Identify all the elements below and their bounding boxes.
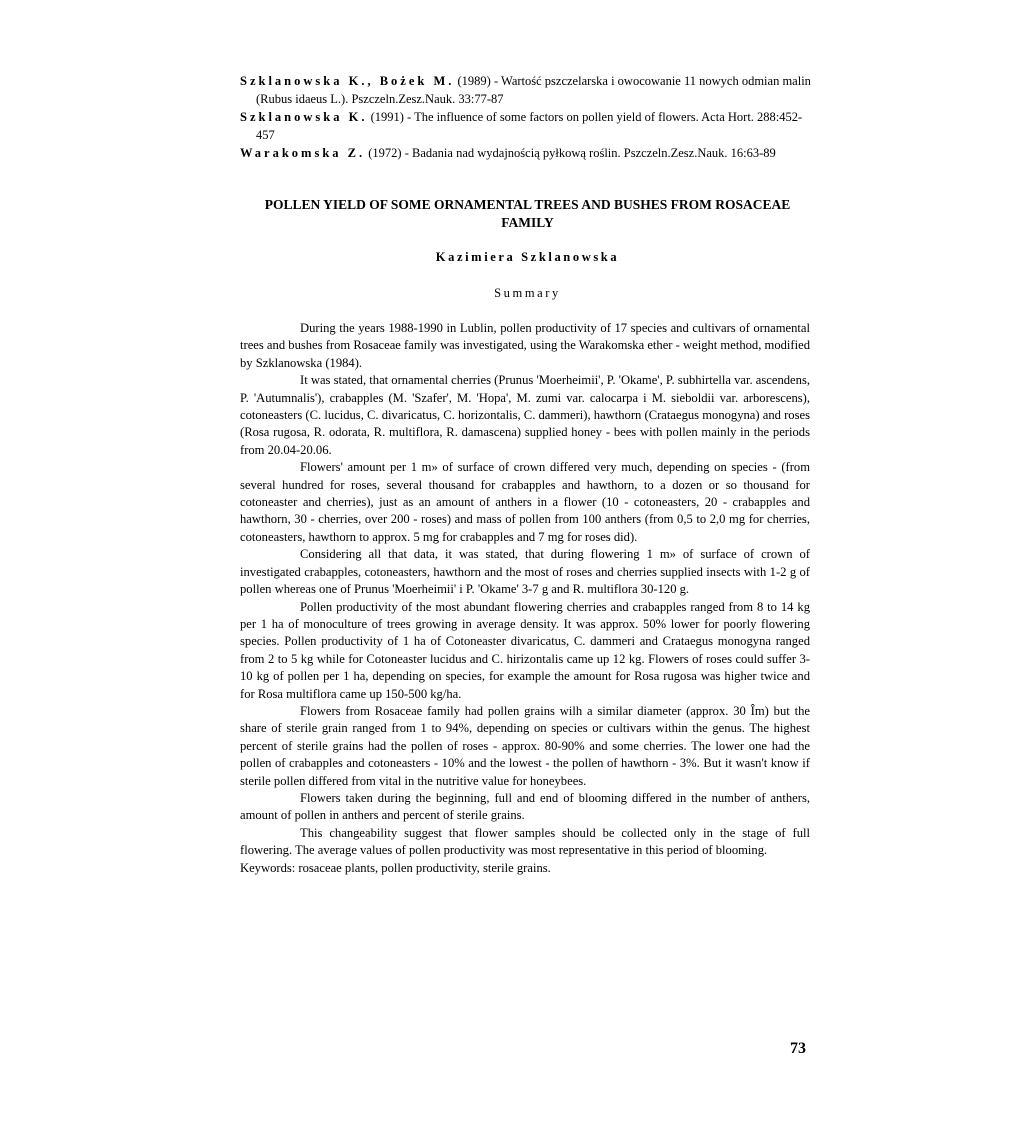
page-number: 73	[790, 1040, 806, 1057]
reference-author: Szklanowska K.	[240, 110, 368, 124]
reference-text: (1989) - Wartość pszczelarska i owocowanie 11 nowych odmian malin (Rubus idaeus L.). Pszczeln.Zesz.Nauk. 33:77-87	[256, 74, 811, 106]
reference-text: (1991) - The influence of some factors on pollen yield of flowers. Acta Hort. 288:452-457	[256, 110, 803, 142]
reference-author: Szklanowska K., Bożek M.	[240, 74, 455, 88]
paper-author: Kazimiera Szklanowska	[435, 250, 620, 264]
summary-paragraph: It was stated, that ornamental cherries (Prunus 'Moerheimii', P. 'Okame', P. subhirtella var. ascendens, P. 'Autumnalis'), crabapples (M. 'Szafer', M. 'Hopa', M. zumi var. calocarpa i M. sieboldii var. arborescens), cotoneasters (C. lucidus, C. divaricatus, C. horizontalis, C. dammeri), hawthorn (Crataegus monogyna) and roses (Rosa rugosa, R. odorata, R. multiflora, R. damascena) supplied honey - bees with pollen mainly in the periods from 20.04-20.06.	[240, 373, 810, 457]
summary-paragraph: Flowers taken during the beginning, full and end of blooming differed in the number of anthers, amount of pollen in anthers and percent of sterile grains.	[240, 790, 810, 823]
reference-item	[240, 72, 812, 108]
summary-paragraph: Pollen productivity of the most abundant flowering cherries and crabapples ranged from 8 to 14 kg per 1 ha of monoculture of trees growing in average density. It was approx. 50% lower for poorly flowering species. Pollen productivity of 1 ha of Cotoneaster divaricatus, C. dammeri and Crataegus monogyna ranged from 2 to 5 kg while for Cotoneaster lucidus and C. hirizontalis came up 12 kg. Flowers of roses could suffer 3-10 kg of pollen per 1 ha, depending on species, for example the amount for Rosa rugosa was higher twice and for Rosa multiflora came up 150-500 kg/ha.	[240, 599, 810, 701]
reference-text: (1972) - Badania nad wydajnością pyłkową roślin. Pszczeln.Zesz.Nauk. 16:63-89	[365, 146, 776, 160]
summary-paragraph: During the years 1988-1990 in Lublin, pollen productivity of 17 species and cultivars of ornamental trees and bushes from Rosaceae family was investigated, using the Warakomska ether - weight method, modified by Szklanowska (1984).	[240, 321, 810, 370]
summary-paragraph: Considering all that data, it was stated, that during flowering 1 m» of surface of crown of investigated crabapples, cotoneasters, hawthorn and the most of roses and cherries supplied insects with 1-2 g of pollen whereas one of Prunus 'Moerheimii' i P. 'Okame' 3-7 g and R. multiflora 30-120 g.	[240, 547, 810, 597]
reference-item	[240, 108, 812, 144]
paper-title: POLLEN YIELD OF SOME ORNAMENTAL TREES AND BUSHES FROM ROSACEAE FAMILY	[264, 197, 791, 230]
reference-item	[240, 144, 812, 162]
summary-body	[240, 320, 810, 877]
summary-paragraph: Flowers from Rosaceae family had pollen grains wilh a similar diameter (approx. 30 Îm) but the share of sterile grain ranged from 1 to 94%, depending on species or cultivars within the genus. The highest percent of sterile grains had the pollen of roses - approx. 80-90% and some cherries. The lower one had the pollen of crabapples and cotoneasters - 10% and the lowest - the pollen of hawthorn - 3%. But it wasn't know if sterile pollen differed from vital in the nutritive value for honeybees.	[240, 703, 810, 788]
reference-author: Warakomska Z.	[240, 146, 366, 160]
summary-paragraph: Flowers' amount per 1 m» of surface of crown differed very much, depending on species - (from several hundred for roses, several thousand for crabapples and hawthorn, to a dozen or so thousand for cotoneaster and cherries), just as an amount of anthers in a flower (10 - cotoneasters, 20 - crabapples and hawthorn, 30 - cherries, over 200 - roses) and mass of pollen from 100 anthers (from 0,5 to 2,0 mg for cherries, cotoneasters, hawthorn to approx. 5 mg for crabapples and 7 mg for roses did).	[240, 460, 810, 544]
keywords: Keywords: rosaceae plants, pollen productivity, sterile grains.	[240, 860, 551, 875]
summary-heading: Summary	[494, 286, 561, 300]
references-list	[240, 72, 812, 162]
summary-paragraph: This changeability suggest that flower samples should be collected only in the stage of full flowering. The average values of pollen productivity was most representative in this period of blooming.	[240, 825, 810, 858]
